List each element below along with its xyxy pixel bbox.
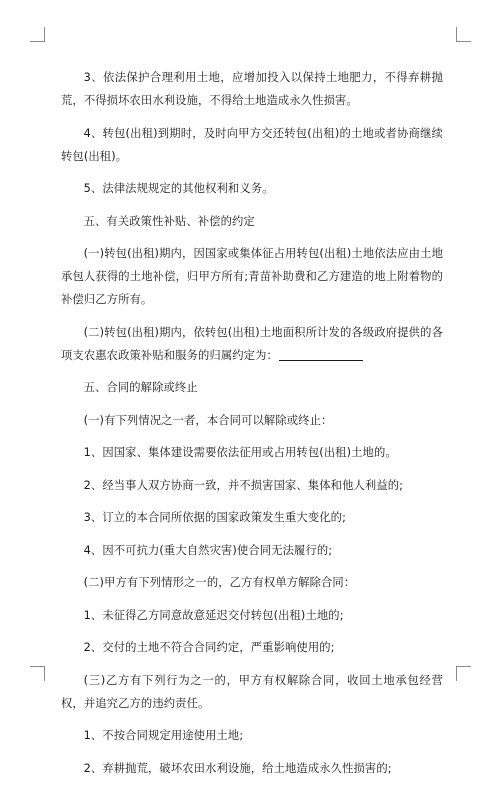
- paragraph-text: 3、依法保护合理利用土地，应增加投入以保持土地肥力，不得弃耕抛荒，不得损坏农田水利设施，不得给土地造成永久性损害。: [61, 71, 443, 107]
- paragraph-text: 3、订立的本合同所依据的国家政策发生重大变化的;: [83, 511, 347, 524]
- paragraph: [61, 604, 443, 627]
- paragraph-text: 4、转包(出租)到期时，及时向甲方交还转包(出租)的土地或者协商继续转包(出租)。: [61, 126, 443, 163]
- page-corner-mark-bottom-left: [30, 666, 45, 681]
- paragraph-text: 1、因国家、集体建设需要依法征用或占用转包(出租)土地的。: [83, 446, 397, 459]
- paragraph: [61, 571, 443, 594]
- paragraph: [61, 636, 443, 659]
- paragraph: [61, 177, 443, 200]
- page-corner-mark-top-left: [30, 27, 45, 42]
- paragraph-text: 5、法律法规规定的其他权利和义务。: [83, 182, 274, 195]
- page-corner-mark-top-right: [456, 27, 471, 42]
- paragraph: [61, 210, 443, 233]
- paragraph: [61, 122, 443, 168]
- paragraph: [61, 539, 443, 562]
- paragraph: [61, 376, 443, 399]
- paragraph: [61, 409, 443, 432]
- paragraph: [61, 66, 443, 112]
- paragraph-text: 2、经当事人双方协商一致，并不损害国家、集体和他人利益的;: [83, 478, 404, 492]
- paragraph-text: (二)甲方有下列情形之一的，乙方有权单方解除合同：: [83, 576, 356, 589]
- paragraph-text: (一)转包(出租)期内，因国家或集体征占用转包(出租)土地依法应由土地承包人获得的土地补偿，归甲方所有;青苗补助费和乙方建造的地上附着物的补偿归乙方所有。: [61, 247, 443, 306]
- paragraph-text: 五、有关政策性补贴、补偿的约定: [83, 214, 255, 228]
- paragraph: [61, 474, 443, 497]
- paragraph-text: (三)乙方有下列行为之一的，甲方有权解除合同，收回土地承包经营权，并追究乙方的违约责任。: [61, 673, 443, 710]
- document-body: [61, 66, 443, 789]
- page-corner-mark-bottom-right: [456, 666, 471, 681]
- paragraph-text: 2、弃耕抛荒，破坏农田水利设施，给土地造成永久性损害的;: [83, 761, 392, 775]
- paragraph: [61, 321, 443, 367]
- paragraph: [61, 669, 443, 715]
- paragraph-text: 4、因不可抗力(重大自然灾害)使合同无法履行的;: [83, 543, 333, 557]
- paragraph: [61, 724, 443, 747]
- paragraph: [61, 441, 443, 464]
- paragraph-text: 1、未征得乙方同意故意延迟交付转包(出租)土地的;: [83, 608, 344, 622]
- paragraph-text: (一)有下列情况之一者，本合同可以解除或终止：: [83, 413, 333, 427]
- paragraph: [61, 506, 443, 529]
- paragraph-text: (二)转包(出租)期内，依转包(出租)土地面积所计发的各级政府提供的各项支农惠农政策补贴和服务的归属约定为：: [61, 325, 443, 362]
- paragraph-text: 五、合同的解除或终止: [83, 381, 198, 394]
- paragraph: [61, 242, 443, 311]
- paragraph-text: 2、交付的土地不符合合同约定，严重影响使用的;: [83, 641, 335, 654]
- paragraph: [61, 757, 443, 780]
- fill-in-blank-line: [279, 348, 363, 361]
- paragraph-text: 1、不按合同规定用途使用土地;: [83, 729, 244, 742]
